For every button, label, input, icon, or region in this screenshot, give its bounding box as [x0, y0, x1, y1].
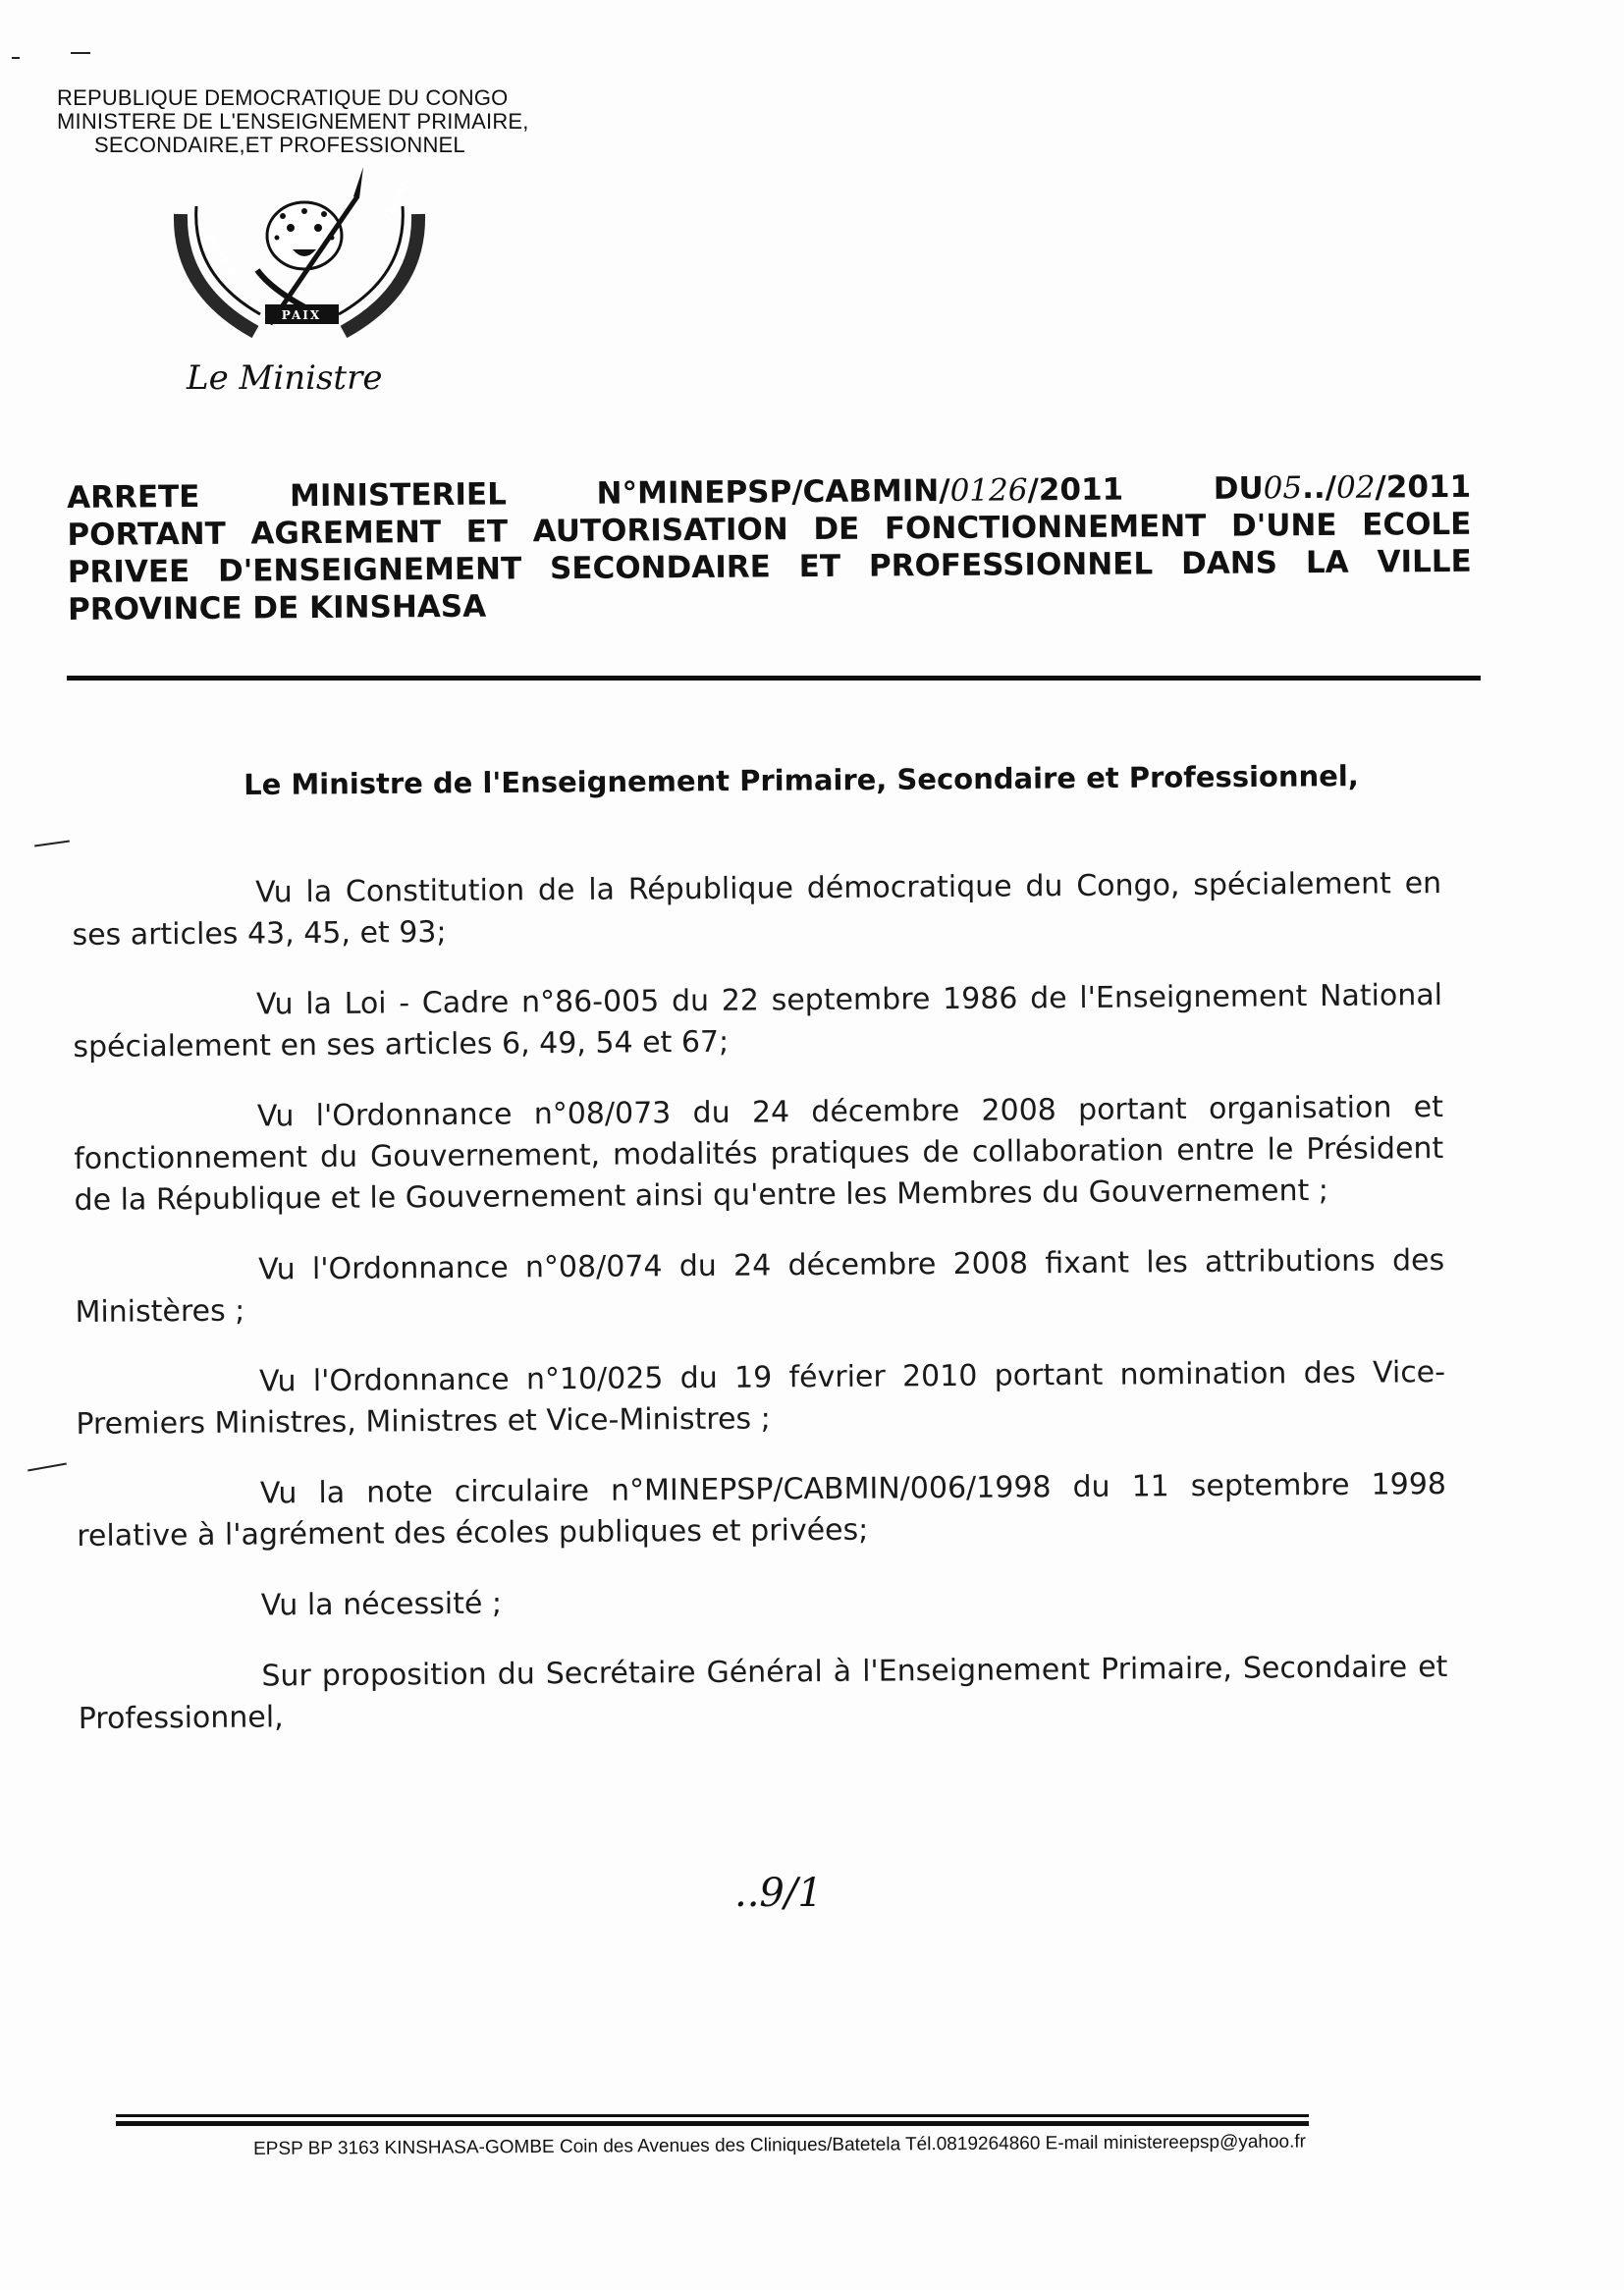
letterhead-ministry-cont: SECONDAIRE,ET PROFESSIONNEL — [94, 133, 465, 157]
decree-date: DU05../02/2011 — [1213, 468, 1472, 507]
decree-number-handwritten: 0126 — [949, 472, 1028, 509]
decree-title-line: PROVINCE DE KINSHASA — [67, 588, 487, 627]
paragraph-ordonnance-08-074: Vu l'Ordonnance n°08/074 du 24 décembre 2008 fixant les attributions des Ministères ; — [75, 1243, 1445, 1330]
scan-speck — [12, 57, 20, 59]
decree-title — [67, 468, 1472, 628]
svg-text:TRAVAIL: TRAVAIL — [381, 175, 415, 223]
decree-body — [72, 863, 1448, 1770]
title-divider — [67, 676, 1481, 681]
paragraph-proposition: Sur proposition du Secrétaire Général à l'Enseignement Primaire, Secondaire et Professionnel, — [78, 1650, 1448, 1736]
decree-title-line: PRIVEE D'ENSEIGNEMENT SECONDAIRE ET PROFESSIONNEL DANS LA VILLE — [67, 543, 1472, 590]
letterhead — [57, 86, 646, 157]
coat-of-arms-emblem — [167, 167, 432, 339]
footer-divider-thin — [116, 2114, 1309, 2117]
paragraph-ordonnance-10-025: Vu l'Ordonnance n°10/025 du 19 février 2010 portant nomination des Vice-Premiers Ministres, Ministres et Vice-Ministres ; — [76, 1355, 1446, 1442]
decree-number: N°MINEPSP/CABMIN/0126/2011 — [596, 471, 1124, 512]
footer-divider-thick — [116, 2121, 1309, 2126]
paragraph-loi-cadre: Vu la Loi - Cadre n°86-005 du 22 septembre 1986 de l'Enseignement National spécialement en ses articles 6, 49, 54 et 67; — [73, 978, 1443, 1064]
paragraph-constitution: Vu la Constitution de la République démocratique du Congo, spécialement en ses articles 43, 45, et 93; — [72, 866, 1442, 953]
preamble-heading: Le Ministre de l'Enseignement Primaire, Secondaire et Professionnel, — [244, 759, 1359, 801]
decree-word-ministeriel: MINISTERIEL — [289, 476, 508, 515]
letterhead-ministry: MINISTERE DE L'ENSEIGNEMENT PRIMAIRE, — [57, 109, 529, 134]
footer-contact: EPSP BP 3163 KINSHASA-GOMBE Coin des Avenues des Cliniques/Batetela Tél.0819264860 E-mail ministereepsp@yahoo.fr — [253, 2131, 1307, 2159]
handwritten-initials: ..9/1 — [734, 1871, 823, 1916]
decree-date-day: 05 — [1263, 470, 1303, 507]
minister-title-signature: Le Ministre — [187, 358, 383, 398]
scan-speck — [27, 1463, 67, 1472]
paragraph-note-circulaire: Vu la note circulaire n°MINEPSP/CABMIN/006/1998 du 11 septembre 1998 relative à l'agrément des écoles publiques et privées; — [77, 1467, 1447, 1554]
svg-text:JUSTICE: JUSTICE — [203, 232, 238, 279]
svg-text:PAIX: PAIX — [281, 308, 322, 322]
decree-title-line: PORTANT AGREMENT ET AUTORISATION DE FONCTIONNEMENT D'UNE ECOLE — [67, 506, 1472, 553]
paragraph-necessite: Vu la nécessité ; — [260, 1586, 503, 1623]
paragraph-ordonnance-08-073: Vu l'Ordonnance n°08/073 du 24 décembre 2008 portant organisation et fonctionnement du Gouvernement, modalités pratiques de collaboration entre le Président de la République et le Gouvernement ainsi qu'entre les Membres du Gouvernement ; — [74, 1090, 1444, 1218]
scan-speck — [71, 52, 90, 54]
letterhead-country: REPUBLIQUE DEMOCRATIQUE DU CONGO — [57, 85, 509, 110]
decree-date-month: 02 — [1335, 469, 1376, 506]
scan-speck — [34, 841, 70, 847]
decree-word-arrete: ARRETE — [67, 478, 200, 516]
